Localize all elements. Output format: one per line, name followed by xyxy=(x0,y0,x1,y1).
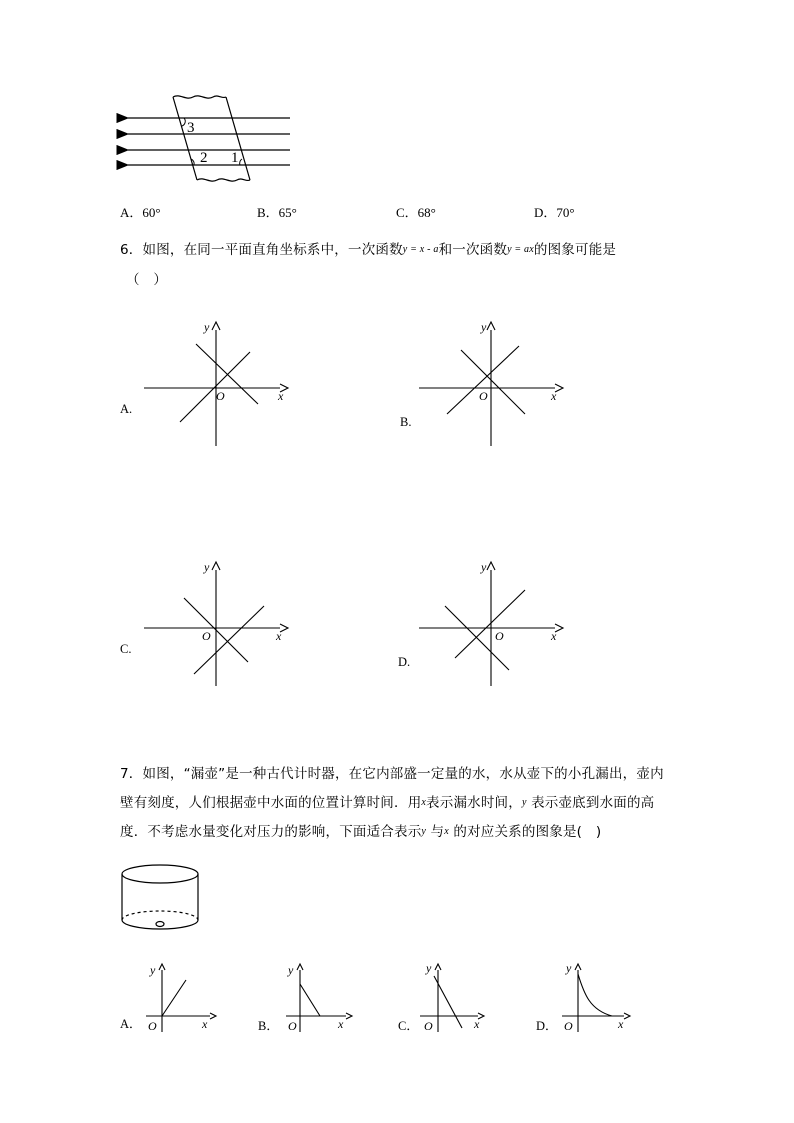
svg-text:x: x xyxy=(551,629,557,643)
svg-text:O: O xyxy=(564,1019,573,1033)
svg-text:x: x xyxy=(278,389,284,403)
svg-text:O: O xyxy=(288,1019,297,1033)
svg-text:O: O xyxy=(216,389,225,403)
line-rising xyxy=(455,590,525,658)
leaking-pot-figure xyxy=(116,860,216,940)
q5-option-c[interactable]: C．68° xyxy=(396,205,436,220)
q5-option-b[interactable]: B．65° xyxy=(257,205,297,220)
graph-curve xyxy=(578,974,612,1016)
q5-option-d[interactable]: D．70° xyxy=(534,205,575,220)
q7-graph-a xyxy=(140,958,220,1038)
q5-option-a[interactable]: A．60° xyxy=(120,205,161,220)
q7-option-b[interactable]: B． xyxy=(258,1019,279,1033)
svg-text:y: y xyxy=(288,963,294,977)
hole-icon xyxy=(156,922,164,927)
svg-text:y: y xyxy=(481,560,487,574)
angle-label-3: 3 xyxy=(187,120,195,136)
parallel-lines xyxy=(128,118,290,165)
q6-graph-c xyxy=(140,558,290,690)
q7-question-line3: 度．不考虑水量变化对压力的影响，下面适合表示y 与x 的对应关系的图象是( ) xyxy=(120,824,602,840)
svg-text:x: x xyxy=(474,1017,480,1031)
svg-text:O: O xyxy=(424,1019,433,1033)
q6-graph-d xyxy=(415,558,565,690)
svg-text:y: y xyxy=(566,961,572,975)
q7-graph-c xyxy=(418,958,498,1038)
q5-figure xyxy=(110,88,310,188)
line-rising xyxy=(447,346,519,414)
svg-text:O: O xyxy=(479,389,488,403)
svg-text:y: y xyxy=(204,320,210,334)
q7-question-line1: 7．如图，“漏壶”是一种古代计时器，在它内部盛一定量的水，水从壶下的小孔漏出，壶内 xyxy=(120,766,664,782)
graph-line xyxy=(300,984,320,1016)
q7-option-c[interactable]: C． xyxy=(398,1019,419,1033)
q6-question: 6．如图，在同一平面直角坐标系中，一次函数y = x - a和一次函数y = ax的图象可能是 xyxy=(120,242,617,258)
angle-label-2: 2 xyxy=(200,150,208,166)
q7-graph-d xyxy=(558,958,638,1038)
svg-text:x: x xyxy=(276,629,282,643)
svg-text:x: x xyxy=(338,1017,344,1031)
q6-option-c[interactable]: C. xyxy=(120,642,132,656)
q6-func2: y = ax xyxy=(507,244,534,255)
q6-graph-b xyxy=(415,318,565,450)
q6-func1: y = x - a xyxy=(402,244,439,255)
svg-text:x: x xyxy=(551,389,557,403)
q6-answer-blank: （ ） xyxy=(126,272,168,288)
q7-question-line2: 壁有刻度，人们根据壶中水面的位置计算时间．用x表示漏水时间，y 表示壶底到水面的高 xyxy=(120,795,655,811)
q7-option-d[interactable]: D． xyxy=(536,1019,558,1033)
svg-text:y: y xyxy=(150,963,156,977)
q6-option-b[interactable]: B. xyxy=(400,415,412,429)
svg-text:x: x xyxy=(202,1017,208,1031)
svg-text:y: y xyxy=(204,560,210,574)
svg-text:x: x xyxy=(618,1017,624,1031)
q6-option-d[interactable]: D. xyxy=(398,655,411,669)
q7-option-a[interactable]: A． xyxy=(120,1017,142,1031)
svg-text:O: O xyxy=(495,629,504,643)
line-falling xyxy=(461,350,525,414)
q7-graph-b xyxy=(280,958,360,1038)
angle-label-1: 1 xyxy=(231,150,239,166)
svg-text:y: y xyxy=(426,961,432,975)
svg-text:y: y xyxy=(481,320,487,334)
q6-option-a[interactable]: A. xyxy=(120,402,133,416)
svg-text:O: O xyxy=(148,1019,157,1033)
graph-line xyxy=(162,980,186,1016)
q6-graph-a xyxy=(140,318,290,450)
svg-text:O: O xyxy=(202,629,211,643)
paper-strip xyxy=(173,96,250,181)
